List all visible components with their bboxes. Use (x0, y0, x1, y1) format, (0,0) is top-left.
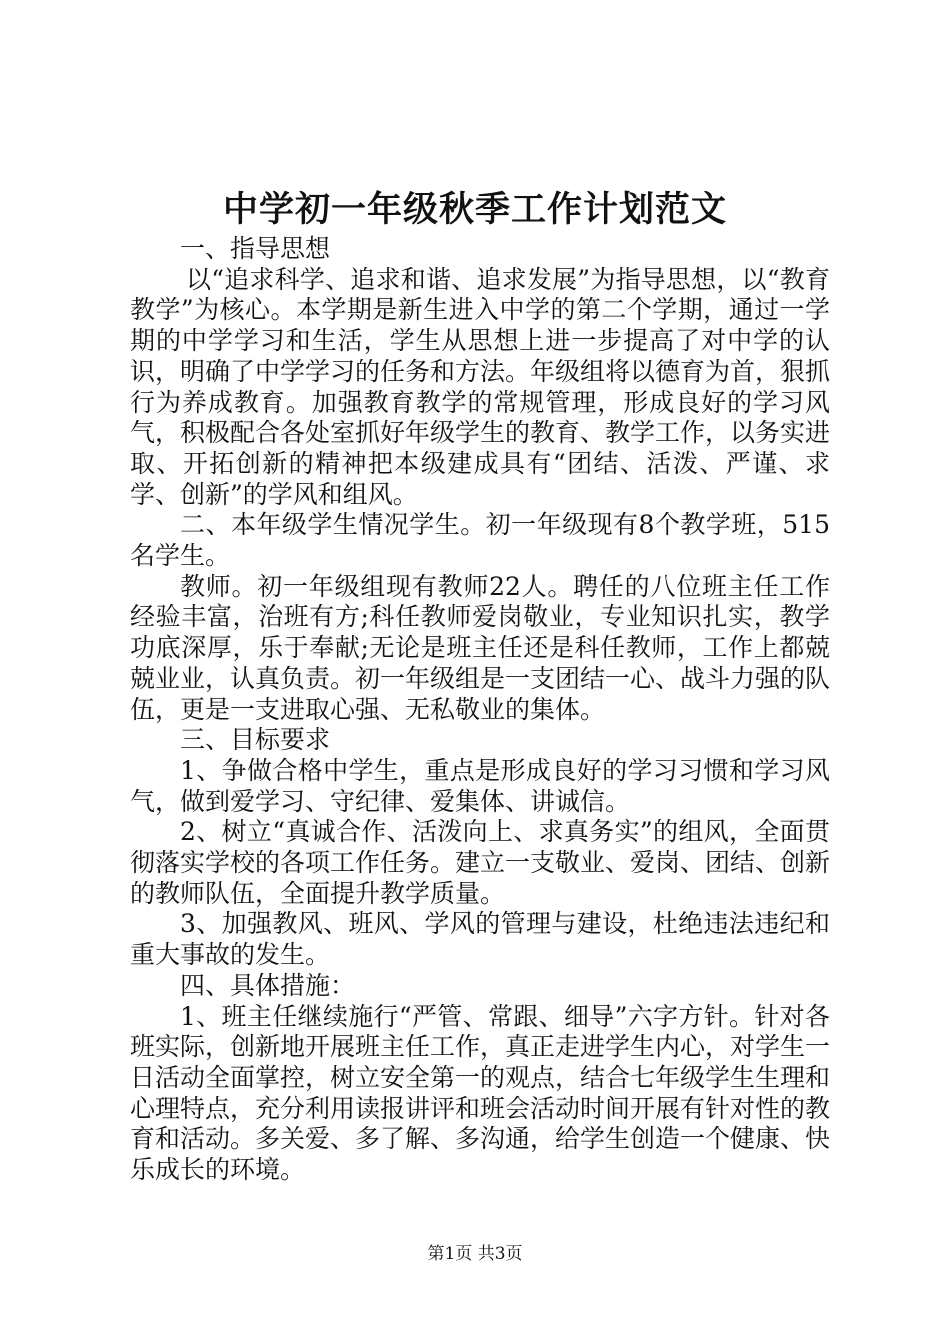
paragraph: 3、加强教风、班风、学风的管理与建设，杜绝违法违纪和重大事故的发生。 (130, 909, 830, 970)
document-body (130, 234, 830, 1186)
paragraph: 1、争做合格中学生，重点是形成良好的学习习惯和学习风气，做到爱学习、守纪律、爱集体、讲诚信。 (130, 755, 830, 816)
paragraph: 2、树立“真诚合作、活泼向上、求真务实”的组风，全面贯彻落实学校的各项工作任务。建立一支敬业、爱岗、团结、创新的教师队伍，全面提升教学质量。 (130, 817, 831, 908)
paragraph-heading-4: 四、具体措施： (180, 970, 356, 1000)
paragraph-heading-2: 二、本年级学生情况学生。初一年级现有8个教学班，515名学生。 (130, 510, 830, 571)
paragraph: 教师。初一年级组现有教师22人。聘任的八位班主任工作经验丰富，治班有方;科任教师爱岗敬业，专业知识扎实，教学功底深厚，乐于奉献;无论是班主任还是科任教师，工作上都兢兢业业，认真负责。初一年级组是一支团结一心、战斗力强的队伍，更是一支进取心强、无私敬业的集体。 (130, 571, 831, 724)
page-footer: 第1页 共3页 (427, 1244, 523, 1264)
paragraph-heading-3: 三、目标要求 (180, 725, 331, 755)
document-title: 中学初一年级秋季工作计划范文 (222, 189, 727, 230)
paragraph: 以“追求科学、追求和谐、追求发展”为指导思想，以“教育教学”为核心。本学期是新生进入中学的第二个学期，通过一学期的中学学习和生活，学生从思想上进一步提高了对中学的认识，明确了中学学习的任务和方法。年级组将以德育为首，狠抓行为养成教育。加强教育教学的常规管理，形成良好的学习风气，积极配合各处室抓好年级学生的教育、教学工作，以务实进取、开拓创新的精神把本级建成具有“团结、活泼、严谨、求学、创新”的学风和组风。 (130, 264, 831, 509)
paragraph-heading-1: 一、指导思想 (180, 234, 331, 263)
paragraph: 1、班主任继续施行“严管、常跟、细导”六字方针。针对各班实际，创新地开展班主任工作，真正走进学生内心，对学生一日活动全面掌控，树立安全第一的观点，结合七年级学生生理和心理特点，充分利用读报讲评和班会活动时间开展有针对性的教育和活动。多关爱、多了解、多沟通，给学生创造一个健康、快乐成长的环境。 (130, 1001, 831, 1185)
